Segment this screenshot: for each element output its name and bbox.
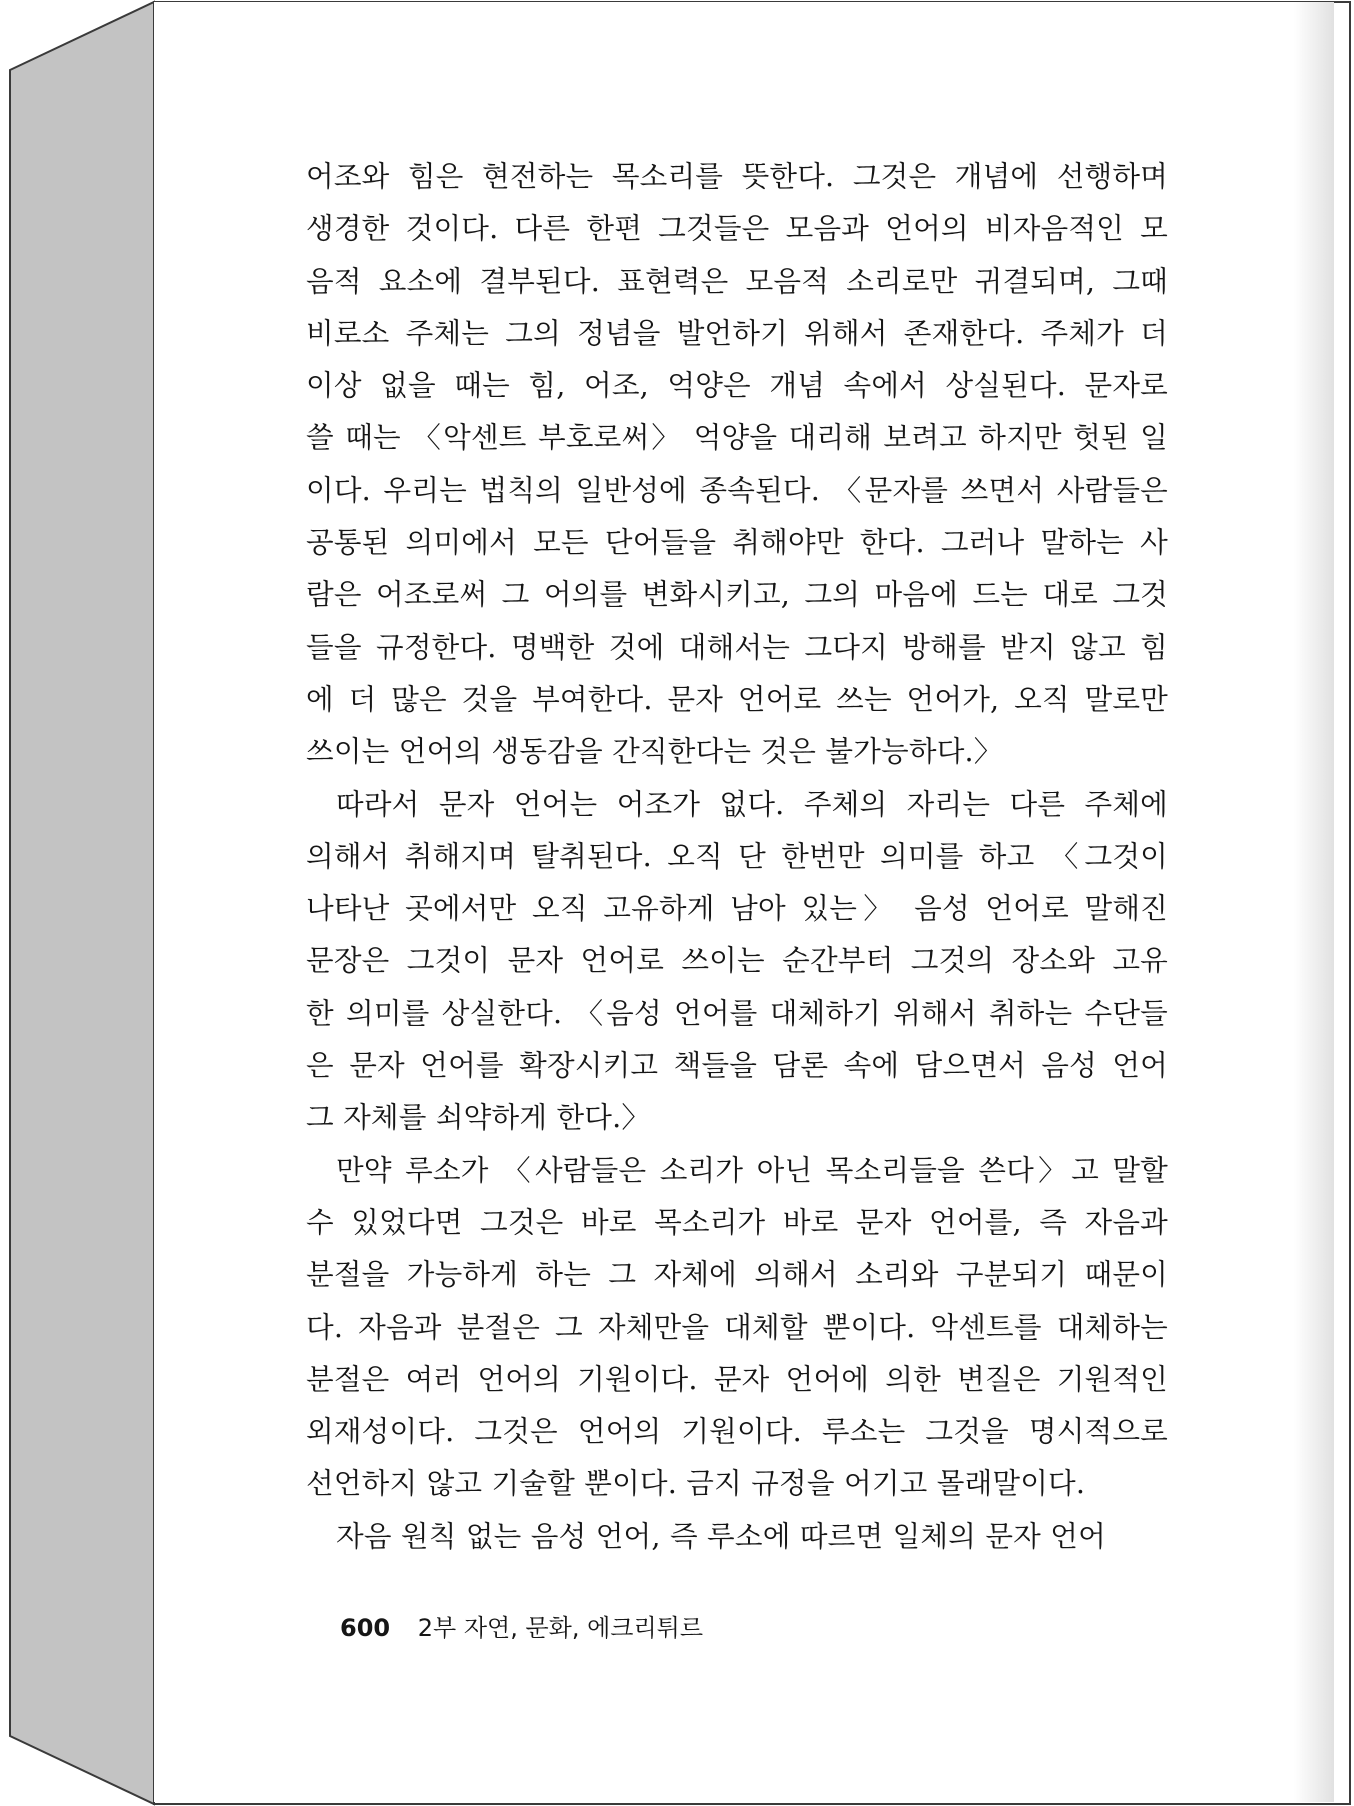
text-line: 문장은 그것이 문자 언어로 쓰이는 순간부터 그것의 장소와 고유	[306, 943, 1168, 978]
text-line: 쓸 때는 〈악센트 부호로써〉 억양을 대리해 보려고 하지만 헛된 일	[306, 420, 1168, 455]
text-line: 이다. 우리는 법칙의 일반성에 종속된다. 〈문자를 쓰면서 사람들은	[306, 472, 1168, 507]
text-line: 수 있었다면 그것은 바로 목소리가 바로 문자 언어를, 즉 자음과	[306, 1204, 1168, 1239]
text-line: 만약 루소가 〈사람들은 소리가 아닌 목소리들을 쓴다〉고 말할	[336, 1152, 1168, 1187]
text-line: 들을 규정한다. 명백한 것에 대해서는 그다지 방해를 받지 않고 힘	[306, 629, 1168, 664]
text-line: 자음 원칙 없는 음성 언어, 즉 루소에 따르면 일체의 문자 언어	[336, 1518, 1106, 1553]
text-line: 생경한 것이다. 다른 한편 그것들은 모음과 언어의 비자음적인 모	[306, 211, 1168, 246]
text-line: 분절을 가능하게 하는 그 자체에 의해서 소리와 구분되기 때문이	[306, 1257, 1168, 1292]
text-line: 분절은 여러 언어의 기원이다. 문자 언어에 의한 변질은 기원적인	[306, 1361, 1168, 1396]
text-line: 이상 없을 때는 힘, 어조, 억양은 개념 속에서 상실된다. 문자로	[306, 368, 1168, 403]
text-line: 따라서 문자 언어는 어조가 없다. 주체의 자리는 다른 주체에	[336, 786, 1168, 821]
text-line: 공통된 의미에서 모든 단어들을 취해야만 한다. 그러나 말하는 사	[306, 525, 1168, 560]
text-line: 나타난 곳에서만 오직 고유하게 남아 있는〉 음성 언어로 말해진	[306, 891, 1168, 926]
text-line: 다. 자음과 분절은 그 자체만을 대체할 뿐이다. 악센트를 대체하는	[306, 1309, 1168, 1344]
running-title: 2부 자연, 문화, 에크리튀르	[417, 1614, 704, 1642]
page-number: 600	[340, 1614, 391, 1642]
text-line: 음적 요소에 결부된다. 표현력은 모음적 소리로만 귀결되며, 그때	[306, 263, 1168, 298]
body-text	[306, 150, 1168, 1562]
text-line: 외재성이다. 그것은 언어의 기원이다. 루소는 그것을 명시적으로	[306, 1414, 1168, 1449]
page-footer	[340, 1608, 703, 1643]
text-line: 의해서 취해지며 탈취된다. 오직 단 한번만 의미를 하고 〈그것이	[306, 838, 1168, 873]
text-line: 람은 어조로써 그 어의를 변화시키고, 그의 마음에 드는 대로 그것	[306, 577, 1168, 612]
page-edge-shadow	[1294, 2, 1334, 1802]
text-line: 쓰이는 언어의 생동감을 간직한다는 것은 불가능하다.〉	[306, 734, 1003, 769]
text-line: 그 자체를 쇠약하게 한다.〉	[306, 1100, 651, 1135]
text-line: 한 의미를 상실한다. 〈음성 언어를 대체하기 위해서 취하는 수단들	[306, 995, 1168, 1030]
text-line: 어조와 힘은 현전하는 목소리를 뜻한다. 그것은 개념에 선행하며	[306, 159, 1168, 193]
text-line: 선언하지 않고 기술할 뿐이다. 금지 규정을 어기고 몰래말이다.	[306, 1466, 1086, 1501]
text-line: 에 더 많은 것을 부여한다. 문자 언어로 쓰는 언어가, 오직 말로만	[306, 681, 1168, 716]
text-line: 비로소 주체는 그의 정념을 발언하기 위해서 존재한다. 주체가 더	[306, 315, 1168, 350]
text-line: 은 문자 언어를 확장시키고 책들을 담론 속에 담으면서 음성 언어	[306, 1048, 1168, 1083]
